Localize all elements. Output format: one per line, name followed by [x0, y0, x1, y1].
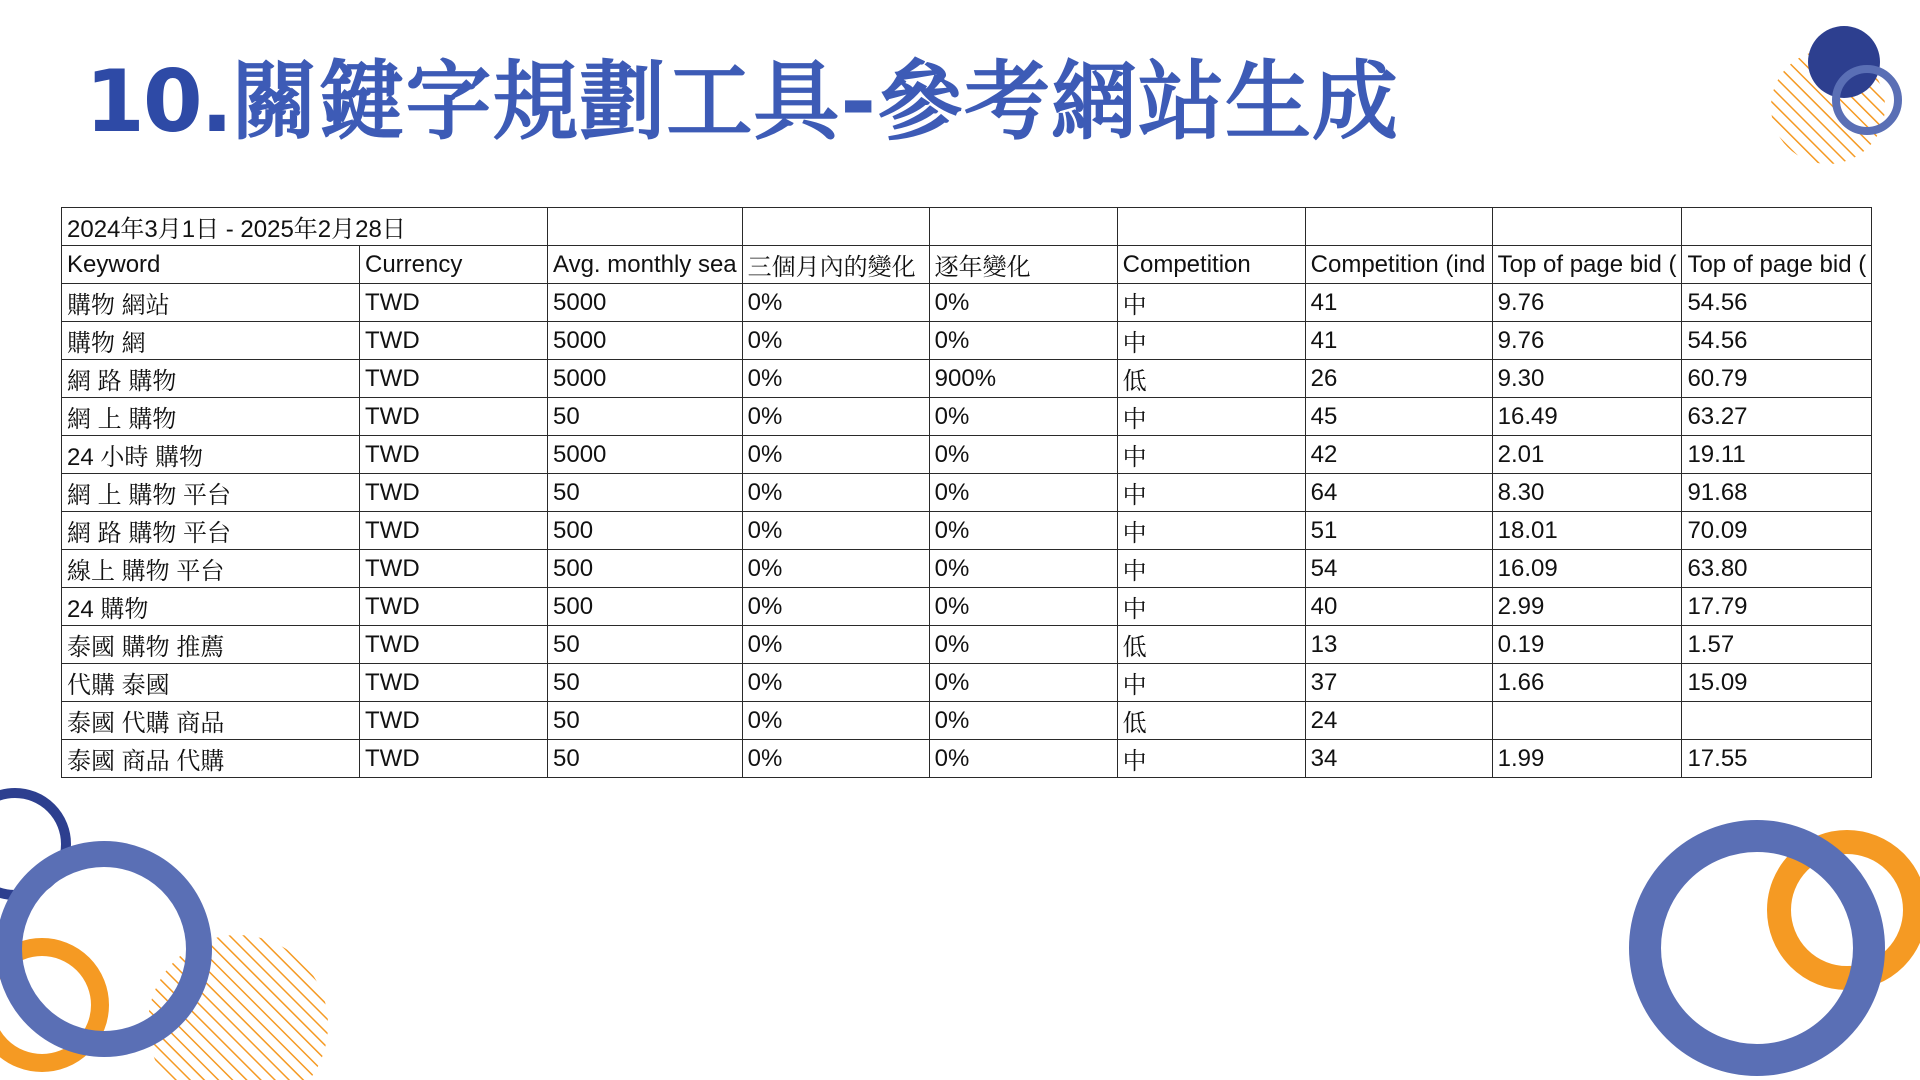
table-cell: 16.49	[1492, 398, 1682, 436]
table-cell: 13	[1305, 626, 1492, 664]
table-cell: 中	[1117, 588, 1305, 626]
table-cell: 0%	[929, 512, 1117, 550]
header-cell: Competition (ind	[1305, 246, 1492, 284]
table-cell: 41	[1305, 284, 1492, 322]
table-cell: 900%	[929, 360, 1117, 398]
table-cell: 中	[1117, 398, 1305, 436]
table-cell: 0%	[929, 436, 1117, 474]
table-cell: 50	[548, 664, 743, 702]
table-cell: TWD	[360, 588, 548, 626]
table-cell: TWD	[360, 550, 548, 588]
table-cell: TWD	[360, 322, 548, 360]
table-cell: 線上 購物 平台	[62, 550, 360, 588]
table-cell: 0%	[742, 512, 929, 550]
header-cell: Top of page bid (	[1682, 246, 1872, 284]
table-row	[62, 284, 1872, 322]
header-row	[62, 246, 1872, 284]
table-row	[62, 588, 1872, 626]
table-cell: 泰國 代購 商品	[62, 702, 360, 740]
table-cell: 60.79	[1682, 360, 1872, 398]
table-cell: 0%	[929, 626, 1117, 664]
table-cell: 63.80	[1682, 550, 1872, 588]
table-cell: 41	[1305, 322, 1492, 360]
table-cell: 5000	[548, 284, 743, 322]
header-cell: 逐年變化	[929, 246, 1117, 284]
table-cell: 42	[1305, 436, 1492, 474]
table-row	[62, 474, 1872, 512]
table-cell: 0%	[742, 588, 929, 626]
header-cell: Currency	[360, 246, 548, 284]
table-cell: 24 購物	[62, 588, 360, 626]
table-cell: 5000	[548, 322, 743, 360]
table-cell: 8.30	[1492, 474, 1682, 512]
table-cell: 5000	[548, 436, 743, 474]
table-cell: TWD	[360, 474, 548, 512]
table-cell: 34	[1305, 740, 1492, 778]
table-row	[62, 436, 1872, 474]
table-cell: 低	[1117, 626, 1305, 664]
table-cell: 0%	[742, 550, 929, 588]
table-cell: 中	[1117, 436, 1305, 474]
table-cell: 中	[1117, 322, 1305, 360]
table-cell: 低	[1117, 360, 1305, 398]
table-cell: 購物 網站	[62, 284, 360, 322]
table-cell: 購物 網	[62, 322, 360, 360]
table-cell: 網 路 購物 平台	[62, 512, 360, 550]
header-cell: Competition	[1117, 246, 1305, 284]
table-cell: 64	[1305, 474, 1492, 512]
table-cell: 40	[1305, 588, 1492, 626]
table-cell: TWD	[360, 398, 548, 436]
table-cell: 2.99	[1492, 588, 1682, 626]
table-cell: 9.30	[1492, 360, 1682, 398]
table-row	[62, 626, 1872, 664]
table-cell: 50	[548, 398, 743, 436]
ring-blue-bottom-right	[1645, 836, 1869, 1060]
table-cell: 51	[1305, 512, 1492, 550]
title-number: 10.	[85, 52, 232, 152]
table-cell: 0%	[742, 284, 929, 322]
table-cell: 1.99	[1492, 740, 1682, 778]
table-cell: 50	[548, 702, 743, 740]
table-cell: 代購 泰國	[62, 664, 360, 702]
table-row	[62, 702, 1872, 740]
table-row	[62, 322, 1872, 360]
table-cell: 網 路 購物	[62, 360, 360, 398]
table-cell: 泰國 購物 推薦	[62, 626, 360, 664]
table-cell: 0%	[929, 550, 1117, 588]
header-cell: Keyword	[62, 246, 360, 284]
table-cell: 0%	[742, 702, 929, 740]
table-cell: 中	[1117, 284, 1305, 322]
table-cell	[1682, 702, 1872, 740]
table-cell: 0%	[929, 322, 1117, 360]
table-cell: 0%	[929, 664, 1117, 702]
table-cell: 9.76	[1492, 284, 1682, 322]
table-cell: 500	[548, 550, 743, 588]
table-cell: 54.56	[1682, 284, 1872, 322]
table-cell: 0.19	[1492, 626, 1682, 664]
slide-title	[85, 52, 1399, 152]
table-cell: 0%	[742, 740, 929, 778]
table-cell: 500	[548, 588, 743, 626]
table-cell: 中	[1117, 740, 1305, 778]
table-cell: 18.01	[1492, 512, 1682, 550]
header-cell: Top of page bid (	[1492, 246, 1682, 284]
table-row	[62, 664, 1872, 702]
table-cell: 17.55	[1682, 740, 1872, 778]
table-cell: 50	[548, 626, 743, 664]
table-cell: 50	[548, 740, 743, 778]
table-cell: 1.57	[1682, 626, 1872, 664]
table-row	[62, 360, 1872, 398]
table-cell: TWD	[360, 512, 548, 550]
table-cell: 9.76	[1492, 322, 1682, 360]
table-row	[62, 512, 1872, 550]
table-cell: 0%	[929, 398, 1117, 436]
table-cell: 0%	[929, 474, 1117, 512]
table-cell: 15.09	[1682, 664, 1872, 702]
header-cell: Avg. monthly sea	[548, 246, 743, 284]
table-cell: 26	[1305, 360, 1492, 398]
table-cell: 0%	[742, 436, 929, 474]
table-cell: TWD	[360, 360, 548, 398]
table-cell: 低	[1117, 702, 1305, 740]
table-cell: TWD	[360, 664, 548, 702]
table-cell: TWD	[360, 436, 548, 474]
table-cell: TWD	[360, 702, 548, 740]
table-row	[62, 398, 1872, 436]
table-cell: 24 小時 購物	[62, 436, 360, 474]
header-cell: 三個月內的變化	[742, 246, 929, 284]
table-cell: 0%	[742, 322, 929, 360]
table-cell: 0%	[742, 360, 929, 398]
title-text: 關鍵字規劃工具-參考網站生成	[231, 52, 1400, 152]
table-cell: 19.11	[1682, 436, 1872, 474]
table-cell: 0%	[929, 588, 1117, 626]
table-cell: 網 上 購物 平台	[62, 474, 360, 512]
table-cell: 0%	[742, 626, 929, 664]
table-cell: 0%	[929, 702, 1117, 740]
table-cell: 70.09	[1682, 512, 1872, 550]
table-cell: 500	[548, 512, 743, 550]
table-cell	[1492, 702, 1682, 740]
table-cell: 17.79	[1682, 588, 1872, 626]
table-cell: TWD	[360, 626, 548, 664]
table-cell: 0%	[742, 664, 929, 702]
table-cell: 2.01	[1492, 436, 1682, 474]
table-cell: 中	[1117, 474, 1305, 512]
table-cell: 45	[1305, 398, 1492, 436]
solid-circle-top-right	[1808, 26, 1880, 98]
table-cell: 網 上 購物	[62, 398, 360, 436]
table-cell: 37	[1305, 664, 1492, 702]
table-cell: 1.66	[1492, 664, 1682, 702]
table-cell: 0%	[742, 474, 929, 512]
keyword-table	[61, 207, 1872, 778]
table-cell: 0%	[742, 398, 929, 436]
table-cell: 16.09	[1492, 550, 1682, 588]
table-cell: 0%	[929, 284, 1117, 322]
table-cell: TWD	[360, 284, 548, 322]
table-cell: 50	[548, 474, 743, 512]
table-cell: 24	[1305, 702, 1492, 740]
table-cell: 63.27	[1682, 398, 1872, 436]
table-cell: TWD	[360, 740, 548, 778]
table-cell: 中	[1117, 664, 1305, 702]
table-cell: 泰國 商品 代購	[62, 740, 360, 778]
table-cell: 54	[1305, 550, 1492, 588]
table-cell: 中	[1117, 512, 1305, 550]
date-range-cell: 2024年3月1日 - 2025年2月28日	[62, 208, 548, 246]
table-row	[62, 740, 1872, 778]
table-cell: 中	[1117, 550, 1305, 588]
table-cell: 54.56	[1682, 322, 1872, 360]
table-cell: 0%	[929, 740, 1117, 778]
table-row	[62, 550, 1872, 588]
table-cell: 5000	[548, 360, 743, 398]
table-cell: 91.68	[1682, 474, 1872, 512]
date-range-row	[62, 208, 1872, 246]
